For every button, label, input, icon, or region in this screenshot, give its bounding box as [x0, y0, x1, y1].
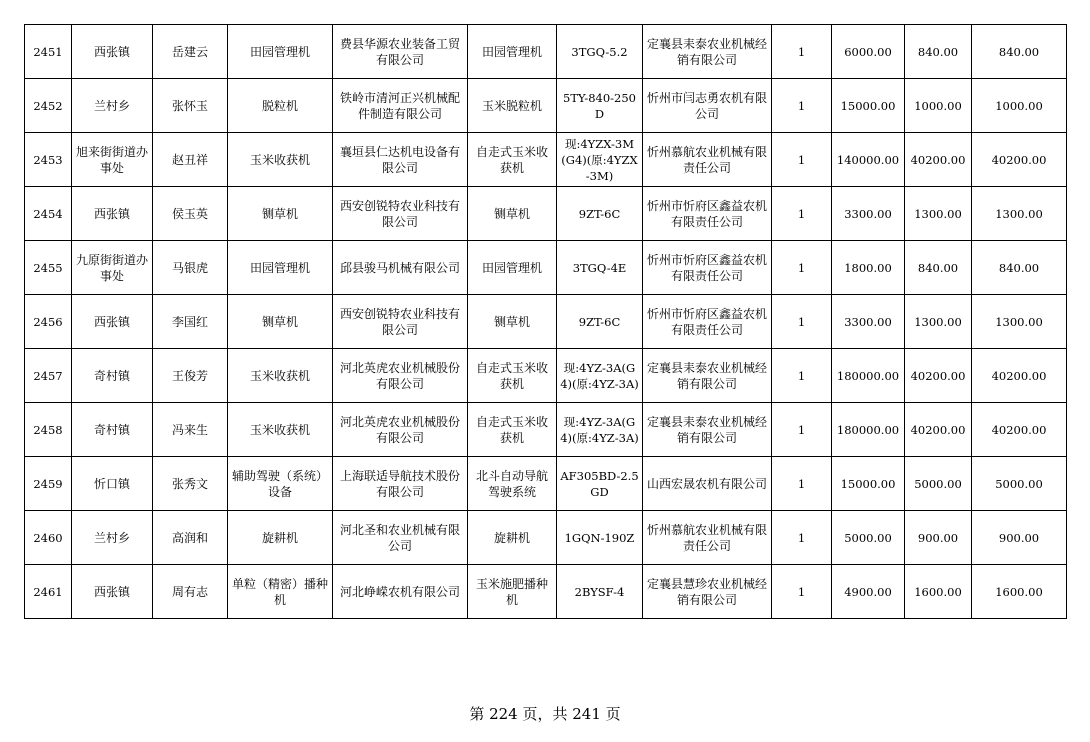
cell-unit-subsidy: 1600.00	[905, 565, 972, 619]
cell-buyer-name: 张怀玉	[153, 79, 228, 133]
table-body	[25, 25, 1067, 619]
cell-manufacturer: 西安创锐特农业科技有限公司	[333, 187, 468, 241]
cell-record-id: 2452	[25, 79, 72, 133]
cell-price: 6000.00	[832, 25, 905, 79]
cell-quantity: 1	[772, 457, 832, 511]
cell-quantity: 1	[772, 403, 832, 457]
page-footer: 第 224 页，共 241 页	[469, 705, 621, 723]
cell-unit-subsidy: 40200.00	[905, 349, 972, 403]
cell-model: 1GQN-190Z	[557, 511, 643, 565]
cell-manufacturer: 邱县骏马机械有限公司	[333, 241, 468, 295]
table-row	[25, 133, 1067, 187]
cell-record-id: 2456	[25, 295, 72, 349]
cell-town: 奇村镇	[72, 349, 153, 403]
cell-price: 180000.00	[832, 403, 905, 457]
cell-town: 西张镇	[72, 565, 153, 619]
cell-dealer: 定襄县慧珍农业机械经销有限公司	[643, 565, 772, 619]
cell-quantity: 1	[772, 295, 832, 349]
cell-record-id: 2460	[25, 511, 72, 565]
cell-unit-subsidy: 840.00	[905, 25, 972, 79]
cell-total-subsidy: 1300.00	[972, 187, 1067, 241]
cell-product-name: 北斗自动导航驾驶系统	[468, 457, 557, 511]
cell-machine-category: 脱粒机	[228, 79, 333, 133]
cell-buyer-name: 赵丑祥	[153, 133, 228, 187]
table-row	[25, 511, 1067, 565]
cell-quantity: 1	[772, 25, 832, 79]
cell-record-id: 2457	[25, 349, 72, 403]
cell-buyer-name: 侯玉英	[153, 187, 228, 241]
cell-dealer: 忻州慕航农业机械有限责任公司	[643, 511, 772, 565]
cell-buyer-name: 高润和	[153, 511, 228, 565]
cell-product-name: 田园管理机	[468, 241, 557, 295]
cell-unit-subsidy: 5000.00	[905, 457, 972, 511]
cell-total-subsidy: 840.00	[972, 241, 1067, 295]
cell-dealer: 忻州市忻府区鑫益农机有限责任公司	[643, 241, 772, 295]
cell-price: 180000.00	[832, 349, 905, 403]
cell-price: 140000.00	[832, 133, 905, 187]
cell-product-name: 玉米施肥播种机	[468, 565, 557, 619]
cell-product-name: 自走式玉米收获机	[468, 349, 557, 403]
cell-price: 1800.00	[832, 241, 905, 295]
table-row	[25, 241, 1067, 295]
cell-quantity: 1	[772, 511, 832, 565]
cell-town: 忻口镇	[72, 457, 153, 511]
cell-model: 3TGQ-4E	[557, 241, 643, 295]
cell-machine-category: 玉米收获机	[228, 133, 333, 187]
cell-total-subsidy: 1300.00	[972, 295, 1067, 349]
cell-price: 15000.00	[832, 457, 905, 511]
cell-dealer: 忻州慕航农业机械有限责任公司	[643, 133, 772, 187]
cell-town: 旭来街街道办事处	[72, 133, 153, 187]
cell-machine-category: 辅助驾驶（系统）设备	[228, 457, 333, 511]
cell-model: 9ZT-6C	[557, 295, 643, 349]
cell-product-name: 自走式玉米收获机	[468, 133, 557, 187]
cell-buyer-name: 李国红	[153, 295, 228, 349]
cell-total-subsidy: 1600.00	[972, 565, 1067, 619]
cell-town: 兰村乡	[72, 511, 153, 565]
cell-buyer-name: 张秀文	[153, 457, 228, 511]
cell-buyer-name: 周有志	[153, 565, 228, 619]
cell-buyer-name: 王俊芳	[153, 349, 228, 403]
cell-town: 奇村镇	[72, 403, 153, 457]
cell-total-subsidy: 840.00	[972, 25, 1067, 79]
cell-unit-subsidy: 840.00	[905, 241, 972, 295]
cell-manufacturer: 上海联适导航技术股份有限公司	[333, 457, 468, 511]
cell-model: 现:4YZ-3A(G4)(原:4YZ-3A)	[557, 349, 643, 403]
cell-dealer: 定襄县耒泰农业机械经销有限公司	[643, 403, 772, 457]
cell-town: 西张镇	[72, 295, 153, 349]
table-row	[25, 403, 1067, 457]
cell-machine-category: 铡草机	[228, 295, 333, 349]
cell-machine-category: 田园管理机	[228, 25, 333, 79]
cell-dealer: 定襄县耒泰农业机械经销有限公司	[643, 349, 772, 403]
cell-unit-subsidy: 1300.00	[905, 187, 972, 241]
cell-record-id: 2454	[25, 187, 72, 241]
cell-model: 3TGQ-5.2	[557, 25, 643, 79]
cell-product-name: 铡草机	[468, 295, 557, 349]
cell-machine-category: 玉米收获机	[228, 349, 333, 403]
cell-record-id: 2459	[25, 457, 72, 511]
cell-quantity: 1	[772, 79, 832, 133]
cell-model: 9ZT-6C	[557, 187, 643, 241]
cell-product-name: 田园管理机	[468, 25, 557, 79]
cell-quantity: 1	[772, 241, 832, 295]
cell-manufacturer: 河北英虎农业机械股份有限公司	[333, 349, 468, 403]
cell-buyer-name: 冯来生	[153, 403, 228, 457]
cell-machine-category: 玉米收获机	[228, 403, 333, 457]
cell-buyer-name: 马银虎	[153, 241, 228, 295]
cell-product-name: 旋耕机	[468, 511, 557, 565]
cell-price: 3300.00	[832, 295, 905, 349]
cell-manufacturer: 襄垣县仁达机电设备有限公司	[333, 133, 468, 187]
cell-manufacturer: 河北英虎农业机械股份有限公司	[333, 403, 468, 457]
cell-unit-subsidy: 40200.00	[905, 133, 972, 187]
cell-dealer: 山西宏晟农机有限公司	[643, 457, 772, 511]
cell-total-subsidy: 5000.00	[972, 457, 1067, 511]
cell-record-id: 2455	[25, 241, 72, 295]
cell-dealer: 忻州市忻府区鑫益农机有限责任公司	[643, 295, 772, 349]
cell-town: 九原街街道办事处	[72, 241, 153, 295]
cell-unit-subsidy: 40200.00	[905, 403, 972, 457]
cell-product-name: 玉米脱粒机	[468, 79, 557, 133]
cell-manufacturer: 河北峥嵘农机有限公司	[333, 565, 468, 619]
table-row	[25, 25, 1067, 79]
cell-dealer: 忻州市忻府区鑫益农机有限责任公司	[643, 187, 772, 241]
cell-dealer: 忻州市闫志勇农机有限公司	[643, 79, 772, 133]
cell-total-subsidy: 1000.00	[972, 79, 1067, 133]
cell-dealer: 定襄县耒泰农业机械经销有限公司	[643, 25, 772, 79]
cell-quantity: 1	[772, 349, 832, 403]
cell-buyer-name: 岳建云	[153, 25, 228, 79]
table-row	[25, 457, 1067, 511]
cell-quantity: 1	[772, 565, 832, 619]
cell-price: 3300.00	[832, 187, 905, 241]
cell-machine-category: 铡草机	[228, 187, 333, 241]
subsidy-records-table	[24, 24, 1067, 619]
cell-unit-subsidy: 1000.00	[905, 79, 972, 133]
cell-manufacturer: 西安创锐特农业科技有限公司	[333, 295, 468, 349]
cell-model: 现:4YZ-3A(G4)(原:4YZ-3A)	[557, 403, 643, 457]
cell-unit-subsidy: 1300.00	[905, 295, 972, 349]
cell-manufacturer: 费县华源农业装备工贸有限公司	[333, 25, 468, 79]
cell-machine-category: 旋耕机	[228, 511, 333, 565]
cell-manufacturer: 河北圣和农业机械有限公司	[333, 511, 468, 565]
cell-product-name: 铡草机	[468, 187, 557, 241]
cell-unit-subsidy: 900.00	[905, 511, 972, 565]
cell-record-id: 2451	[25, 25, 72, 79]
cell-price: 15000.00	[832, 79, 905, 133]
cell-model: 5TY-840-250D	[557, 79, 643, 133]
cell-town: 兰村乡	[72, 79, 153, 133]
cell-price: 4900.00	[832, 565, 905, 619]
cell-record-id: 2458	[25, 403, 72, 457]
cell-town: 西张镇	[72, 25, 153, 79]
cell-total-subsidy: 40200.00	[972, 133, 1067, 187]
table-row	[25, 349, 1067, 403]
cell-record-id: 2453	[25, 133, 72, 187]
table-row	[25, 79, 1067, 133]
cell-model: 2BYSF-4	[557, 565, 643, 619]
table-row	[25, 565, 1067, 619]
cell-record-id: 2461	[25, 565, 72, 619]
cell-machine-category: 田园管理机	[228, 241, 333, 295]
table-row	[25, 295, 1067, 349]
cell-total-subsidy: 40200.00	[972, 403, 1067, 457]
cell-price: 5000.00	[832, 511, 905, 565]
cell-model: 现:4YZX-3M(G4)(原:4YZX-3M)	[557, 133, 643, 187]
cell-total-subsidy: 40200.00	[972, 349, 1067, 403]
cell-quantity: 1	[772, 133, 832, 187]
cell-total-subsidy: 900.00	[972, 511, 1067, 565]
cell-quantity: 1	[772, 187, 832, 241]
cell-manufacturer: 铁岭市清河正兴机械配件制造有限公司	[333, 79, 468, 133]
cell-model: AF305BD-2.5GD	[557, 457, 643, 511]
table-row	[25, 187, 1067, 241]
cell-machine-category: 单粒（精密）播种机	[228, 565, 333, 619]
cell-town: 西张镇	[72, 187, 153, 241]
cell-product-name: 自走式玉米收获机	[468, 403, 557, 457]
